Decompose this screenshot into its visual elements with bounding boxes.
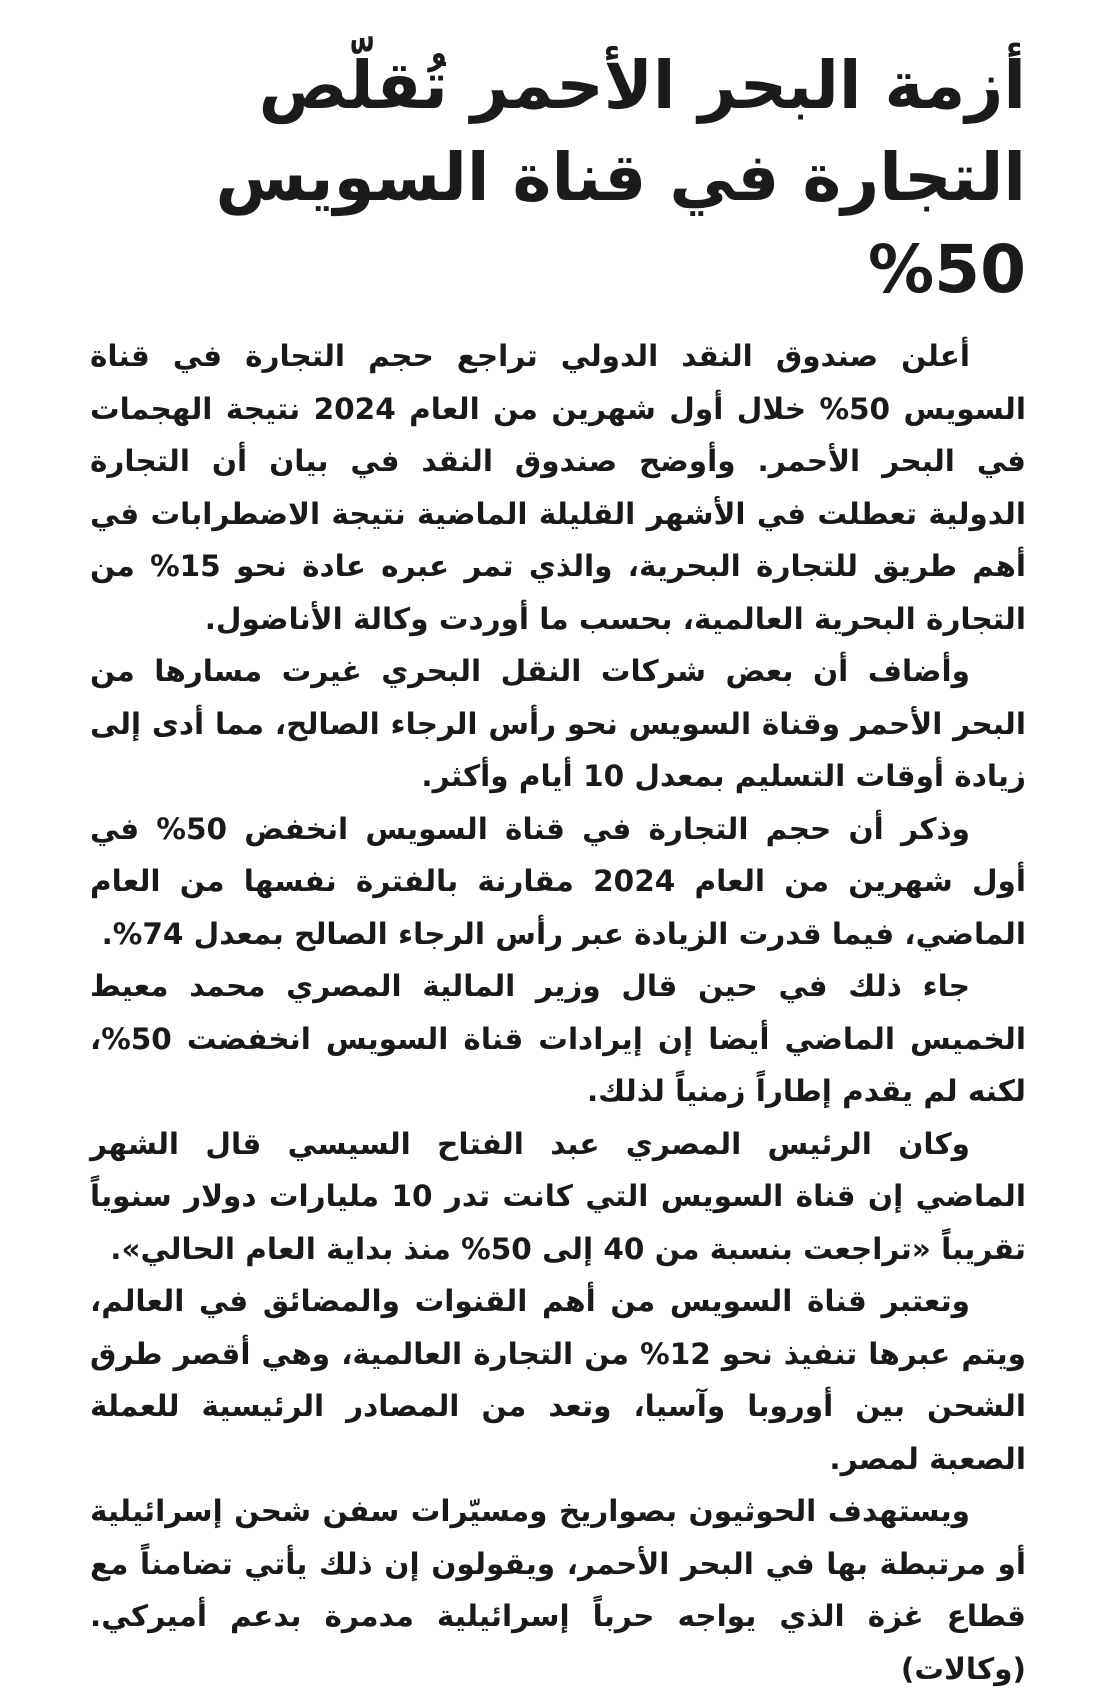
article-paragraph: وذكر أن حجم التجارة في قناة السويس انخفض 50% في أول شهرين من العام 2024 مقارنة بالفترة نفسها من العام الماضي، فيما قدرت الزيادة عبر رأس الرجاء الصالح بمعدل 74%. bbox=[90, 811, 1026, 951]
article-headline: أزمة البحر الأحمر تُقلّص التجارة في قناة السويس 50% bbox=[215, 47, 1026, 308]
article-paragraph: ويستهدف الحوثيون بصواريخ ومسيّرات سفن شحن إسرائيلية أو مرتبطة بها في البحر الأحمر، ويقولون إن ذلك يأتي تضامناً مع قطاع غزة الذي يواجه حرباً إسرائيلية مدمرة بدعم أميركي. (وكالات) bbox=[90, 1494, 1026, 1686]
article-paragraph: وكان الرئيس المصري عبد الفتاح السيسي قال الشهر الماضي إن قناة السويس التي كانت تدر 10 مليارات دولار سنوياً تقريباً «تراجعت بنسبة من 40 إلى 50% منذ بداية العام الحالي». bbox=[90, 1126, 1026, 1266]
article-paragraph: وتعتبر قناة السويس من أهم القنوات والمضائق في العالم، ويتم عبرها تنفيذ نحو 12% من التجارة العالمية، وهي أقصر طرق الشحن بين أوروبا وآسيا، وتعد من المصادر الرئيسية للعملة الصعبة لمصر. bbox=[90, 1284, 1026, 1476]
article-paragraph: وأضاف أن بعض شركات النقل البحري غيرت مسارها من البحر الأحمر وقناة السويس نحو رأس الرجاء الصالح، مما أدى إلى زيادة أوقات التسليم بمعدل 10 أيام وأكثر. bbox=[90, 654, 1026, 793]
article-paragraph: أعلن صندوق النقد الدولي تراجع حجم التجارة في قناة السويس 50% خلال أول شهرين من العام 2024 نتيجة الهجمات في البحر الأحمر. وأوضح صندوق النقد في بيان أن التجارة الدولية تعطلت في الأشهر القليلة الماضية نتيجة الاضطرابات في أهم طريق للتجارة البحرية، والذي تمر عبره عادة نحو 15% من التجارة البحرية العالمية، بحسب ما أوردت وكالة الأناضول. bbox=[90, 339, 1027, 636]
article-body bbox=[90, 330, 1026, 1695]
article-paragraph: جاء ذلك في حين قال وزير المالية المصري محمد معيط الخميس الماضي أيضا إن إيرادات قناة السويس انخفضت 50%، لكنه لم يقدم إطاراً زمنياً لذلك. bbox=[90, 969, 1026, 1108]
news-article bbox=[90, 40, 1026, 1695]
